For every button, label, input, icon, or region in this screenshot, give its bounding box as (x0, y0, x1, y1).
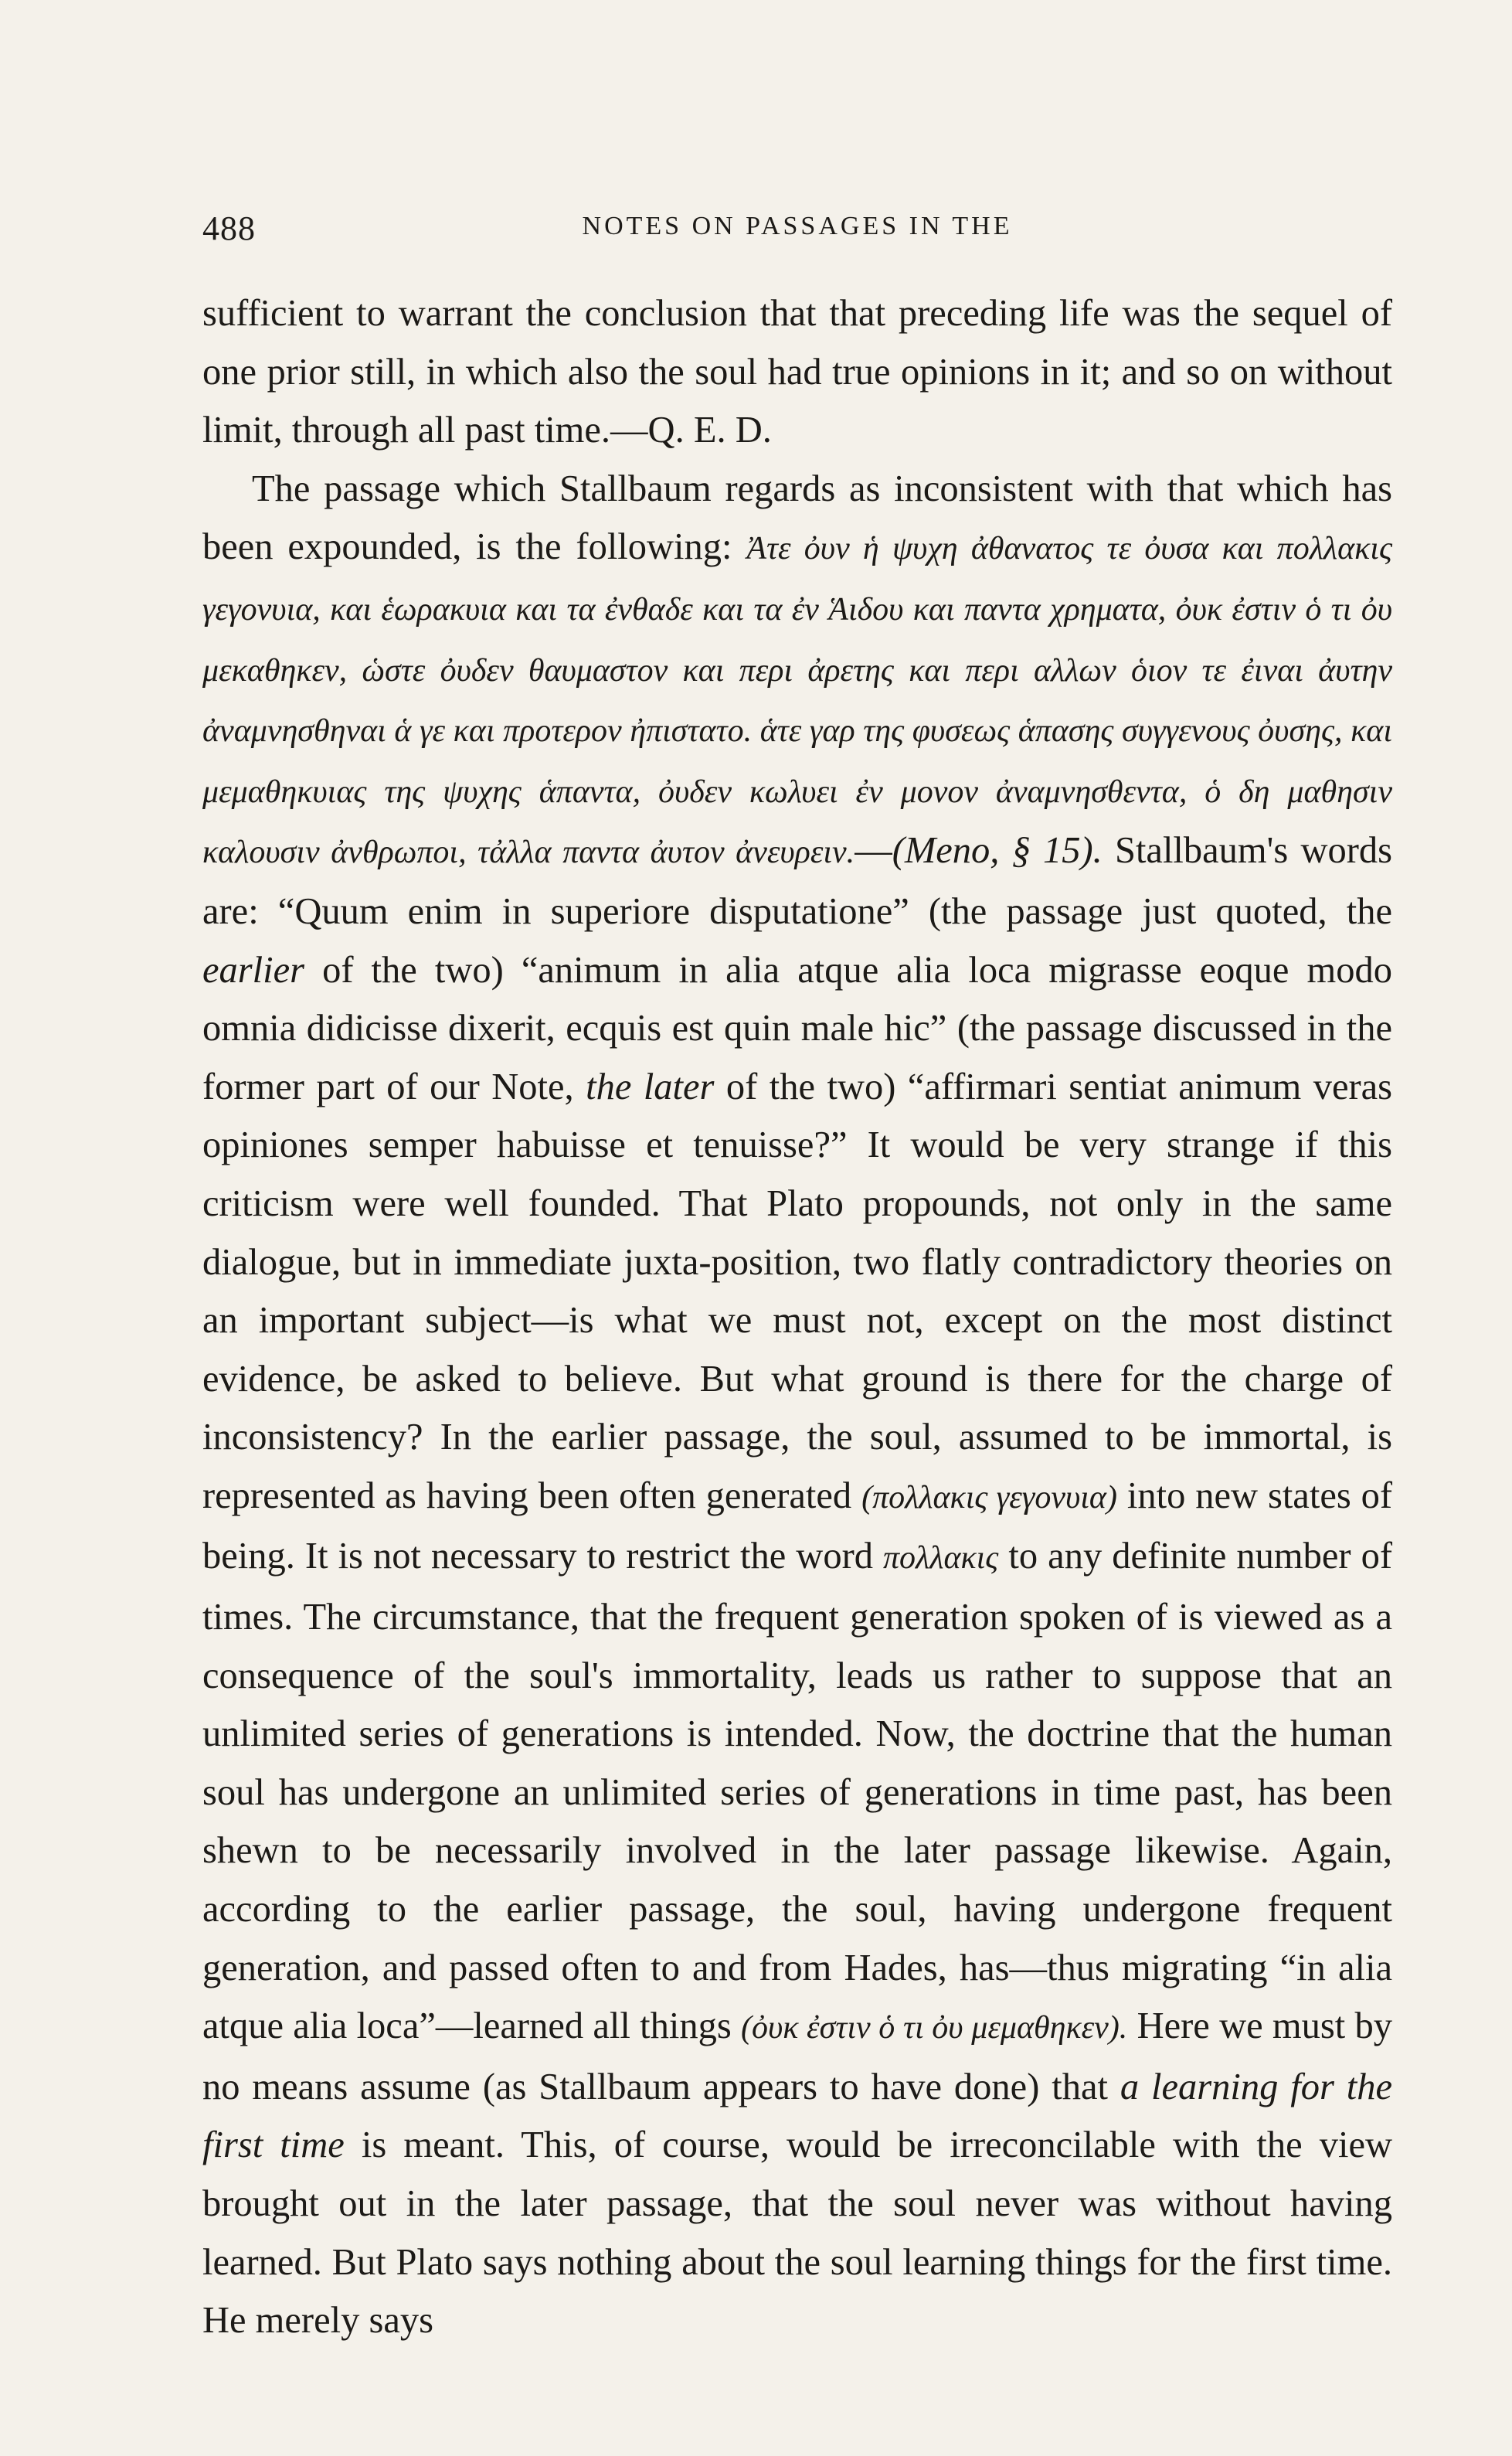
italic-learning: a learning for the first time (202, 2066, 1393, 2166)
book-page (202, 209, 1392, 2350)
text-segment: Stallbaum's words are: “Quum enim in superiore disputatione” (the passage just quoted, the (202, 830, 1393, 932)
running-title: NOTES ON PASSAGES IN THE (582, 212, 1013, 240)
italic-the-later: the later (586, 1066, 715, 1107)
page-number: 488 (202, 209, 256, 247)
text-segment: into new states of being. It is not necessary to restrict the word (202, 1475, 1393, 1577)
citation: (Meno, § 15). (892, 830, 1103, 872)
italic-earlier: earlier (202, 949, 305, 991)
text-segment: to any definite number of times. The circumstance, that the frequent generation spoken of is viewed as a consequence of the soul's immortality, leads us rather to suppose that an unlimited series of generations is intended. Now, the doctrine that the human soul has undergone an unlimited series of generations in time past, has been shewn to be necessarily involved in the later passage likewise. Again, according to the earlier passage, the soul, having undergone frequent generation, and passed often to and from Hades, has—thus migrating “in alia atque alia loca”—learned all things (202, 1536, 1393, 2047)
paragraph-continuation: sufficient to warrant the conclusion that that preceding life was the sequel of one prior still, in which also the soul had true opinions in it; and so on without limit, through all past time.—Q. E. D. (202, 293, 1392, 451)
paragraph-main: The passage which Stallbaum regards as inconsistent with that which has been expounded, is the following: Ἀτε ὀυν ἡ ψυχη ἀθανατος τε ὀυσα και πολλακις γεγονυια, και ἑωρακυια και τα ἐνθαδε και τα ἐν Ἁιδου και παντα χρηματα, ὀυκ ἐστιν ὁ τι ὀυ μεκαθηκεν, ὡστε ὀυδεν θαυμαστον και περι ἀρετης και περι αλλων ὁιον τε ἐιναι ἀυτην ἀναμνησθηναι ἁ γε και προτερον ἠπιστατο. ἁτε γαρ της φυσεως ἁπασης συγγενους ὀυσης, και μεμαθηκυιας της ψυχης ἁπαντα, ὀυδεν κωλυει ἐν μονον ἀναμνησθεντα, ὁ δη μαθησιν καλουσιν ἀνθρωποι, τἀλλα παντα ἀυτον ἀνευρειν.—(Meno, § 15). Stallbaum's words are: “Quum enim in superiore disputatione” (the passage just quoted, the earlier of the two) “animum in alia atque alia loca migrasse eoque modo omnia didicisse dixerit, ecquis est quin male hic” (the passage discussed in the former part of our Note, the later of the two) “affirmari sentiat animum veras opiniones semper habuisse et tenuisse?” It would be very strange if this criticism were well founded. That Plato propounds, not only in the same dialogue, but in immediate juxta-position, two flatly contradictory theories on an important subject—is what we must not, except on the most distinct evidence, be asked to believe. But what ground is there for the charge of inconsistency? In the earlier passage, the soul, assumed to be immortal, is represented as having been often generated (πολλακις γεγονυια) into new states of being. It is not necessary to restrict the word πολλακις to any definite number of times. The circumstance, that the frequent generation spoken of is viewed as a consequence of the soul's immortality, leads us rather to suppose that an unlimited series of generations is intended. Now, the doctrine that the human soul has undergone an unlimited series of generations in time past, has been shewn to be necessarily involved in the later passage likewise. Again, according to the earlier passage, the soul, having undergone frequent generation, and passed often to and from Hades, has—thus migrating “in alia atque alia loca”—learned all things (ὀυκ ἐστιν ὁ τι ὀυ μεμαθηκεν). Here we must by no means assume (as Stallbaum appears to have done) that a learning for the first time is meant. This, of course, would be irreconcilable with the view brought out in the later passage, that the soul never was without having learned. But Plato says nothing about the soul learning things for the first time. He merely says (202, 468, 1393, 2342)
text-segment: of the two) “affirmari sentiat animum veras opiniones semper habuisse et tenuisse?” It would be very strange if this criticism were well founded. That Plato propounds, not only in the same dialogue, but in immediate juxta-position, two flatly contradictory theories on an important subject—is what we must not, except on the most distinct evidence, be asked to believe. But what ground is there for the charge of inconsistency? In the earlier passage, the soul, assumed to be immortal, is represented as having been often generated (202, 1066, 1393, 1516)
text-segment: is meant. This, of course, would be irreconcilable with the view brought out in the later passage, that the soul never was without having learned. But Plato says nothing about the soul learning things for the first time. He merely says (202, 2124, 1392, 2342)
greek-phrase: (πολλακις γεγονυια) (861, 1479, 1117, 1515)
paragraph-intro: The passage which Stallbaum regards as inconsistent with that which has been expounded, is the following: (202, 468, 1392, 568)
body-text (202, 284, 1392, 2350)
greek-phrase: (ὀυκ ἐστιν ὁ τι ὀυ μεμαθηκεν). (740, 2010, 1128, 2046)
greek-quotation: Ἀτε ὀυν ἡ ψυχη ἀθανατος τε ὀυσα και πολλακις γεγονυια, και ἑωρακυια και τα ἐνθαδε και τα ἐν Ἁιδου και παντα χρηματα, ὀυκ ἐστιν ὁ τι ὀυ μεκαθηκεν, ὡστε ὀυδεν θαυμαστον και περι ἀρετης και περι αλλων ὁιον τε ἐιναι ἀυτην ἀναμνησθηναι ἁ γε και προτερον ἠπιστατο. ἁτε γαρ της φυσεως ἁπασης συγγενους ὀυσης, και μεμαθηκυιας της ψυχης ἁπαντα, ὀυδεν κωλυει ἐν μονον ἀναμνησθεντα, ὁ δη μαθησιν καλουσιν ἀνθρωποι, τἀλλα παντα ἀυτον ἀνευρειν. (202, 531, 1393, 871)
text-segment: Here we must by no means assume (as Stallbaum appears to have done) that (202, 2005, 1393, 2107)
text-segment: of the two) “animum in alia atque alia loca migrasse eoque modo omnia didicisse dixerit, ecquis est quin male hic” (the passage discussed in the former part of our Note, (202, 949, 1392, 1107)
running-head (202, 209, 1392, 263)
greek-word: πολλακις (883, 1540, 999, 1577)
